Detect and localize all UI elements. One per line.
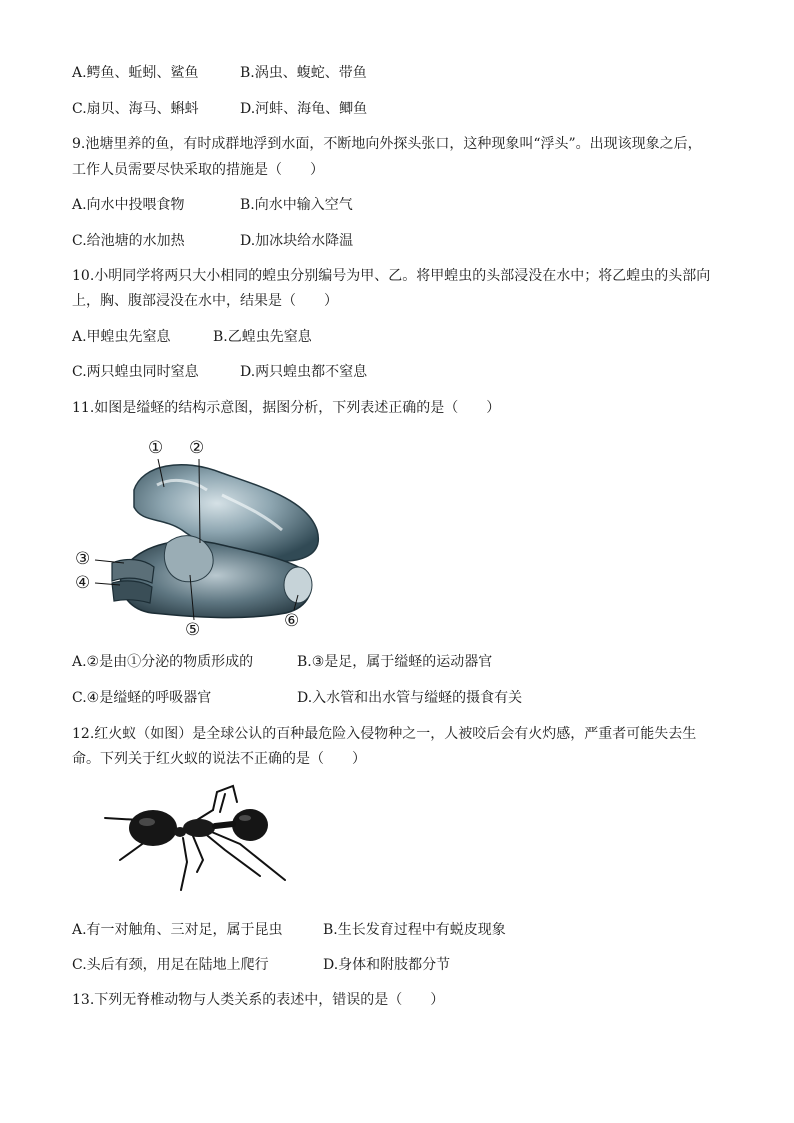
diagram-label-6: ⑥ bbox=[284, 611, 300, 631]
q9-option-d: D.加冰块给水降温 bbox=[240, 233, 354, 249]
q8-option-d: D.河蚌、海龟、鲫鱼 bbox=[240, 101, 368, 117]
diagram-label-5: ⑤ bbox=[185, 620, 201, 640]
diagram-label-4: ④ bbox=[75, 573, 91, 593]
q12-option-a: A.有一对触角、三对足，属于昆虫 bbox=[72, 922, 283, 938]
q12-stem-line1: 12.红火蚁（如图）是全球公认的百种最危险入侵物种之一，人被咬后会有火灼感，严重者可能失去生 bbox=[72, 726, 697, 742]
q9-option-c: C.给池塘的水加热 bbox=[72, 233, 185, 249]
q11-option-d: D.入水管和出水管与缢蛏的摄食有关 bbox=[297, 690, 523, 706]
q9-option-b: B.向水中输入空气 bbox=[240, 197, 353, 213]
q10-option-b: B.乙蝗虫先窒息 bbox=[213, 329, 312, 345]
diagram-label-2: ② bbox=[189, 438, 205, 458]
q12-option-c: C.头后有颈，用足在陆地上爬行 bbox=[72, 957, 269, 973]
q10-option-d: D.两只蝗虫都不窒息 bbox=[240, 364, 368, 380]
q9-stem-line1: 9.池塘里养的鱼，有时成群地浮到水面，不断地向外探头张口，这种现象叫“浮头”。出现该现象之后， bbox=[72, 136, 702, 152]
diagram-label-1: ① bbox=[148, 438, 164, 458]
q12-option-b: B.生长发育过程中有蜕皮现象 bbox=[323, 922, 506, 938]
q13-stem: 13.下列无脊椎动物与人类关系的表述中，错误的是（ ） bbox=[72, 992, 445, 1008]
q9-stem-line2: 工作人员需要尽快采取的措施是（ ） bbox=[72, 162, 324, 178]
q10-option-c: C.两只蝗虫同时窒息 bbox=[72, 364, 199, 380]
q12-stem-line2: 命。下列关于红火蚁的说法不正确的是（ ） bbox=[72, 751, 366, 767]
q11-option-a: A.②是由①分泌的物质形成的 bbox=[72, 654, 254, 670]
q11-option-c: C.④是缢蛏的呼吸器官 bbox=[72, 690, 212, 706]
fire-ant-image bbox=[85, 780, 300, 900]
q12-option-d: D.身体和附肢都分节 bbox=[323, 957, 451, 973]
q10-stem-line1: 10.小明同学将两只大小相同的蝗虫分别编号为甲、乙。将甲蝗虫的头部浸没在水中；将乙蝗虫的头部向 bbox=[72, 268, 711, 284]
q8-option-c: C.扇贝、海马、蝌蚪 bbox=[72, 101, 199, 117]
q8-option-a: A.鳄鱼、蚯蚓、鲨鱼 bbox=[72, 65, 199, 81]
diagram-label-3: ③ bbox=[75, 549, 91, 569]
q11-option-b: B.③是足，属于缢蛏的运动器官 bbox=[297, 654, 493, 670]
q11-stem: 11.如图是缢蛏的结构示意图，据图分析，下列表述正确的是（ ） bbox=[72, 400, 501, 416]
q8-option-b: B.涡虫、蝮蛇、带鱼 bbox=[240, 65, 367, 81]
razor-clam-diagram bbox=[72, 435, 332, 640]
q10-stem-line2: 上，胸、腹部浸没在水中，结果是（ ） bbox=[72, 293, 338, 309]
q10-option-a: A.甲蝗虫先窒息 bbox=[72, 329, 171, 345]
q9-option-a: A.向水中投喂食物 bbox=[72, 197, 185, 213]
